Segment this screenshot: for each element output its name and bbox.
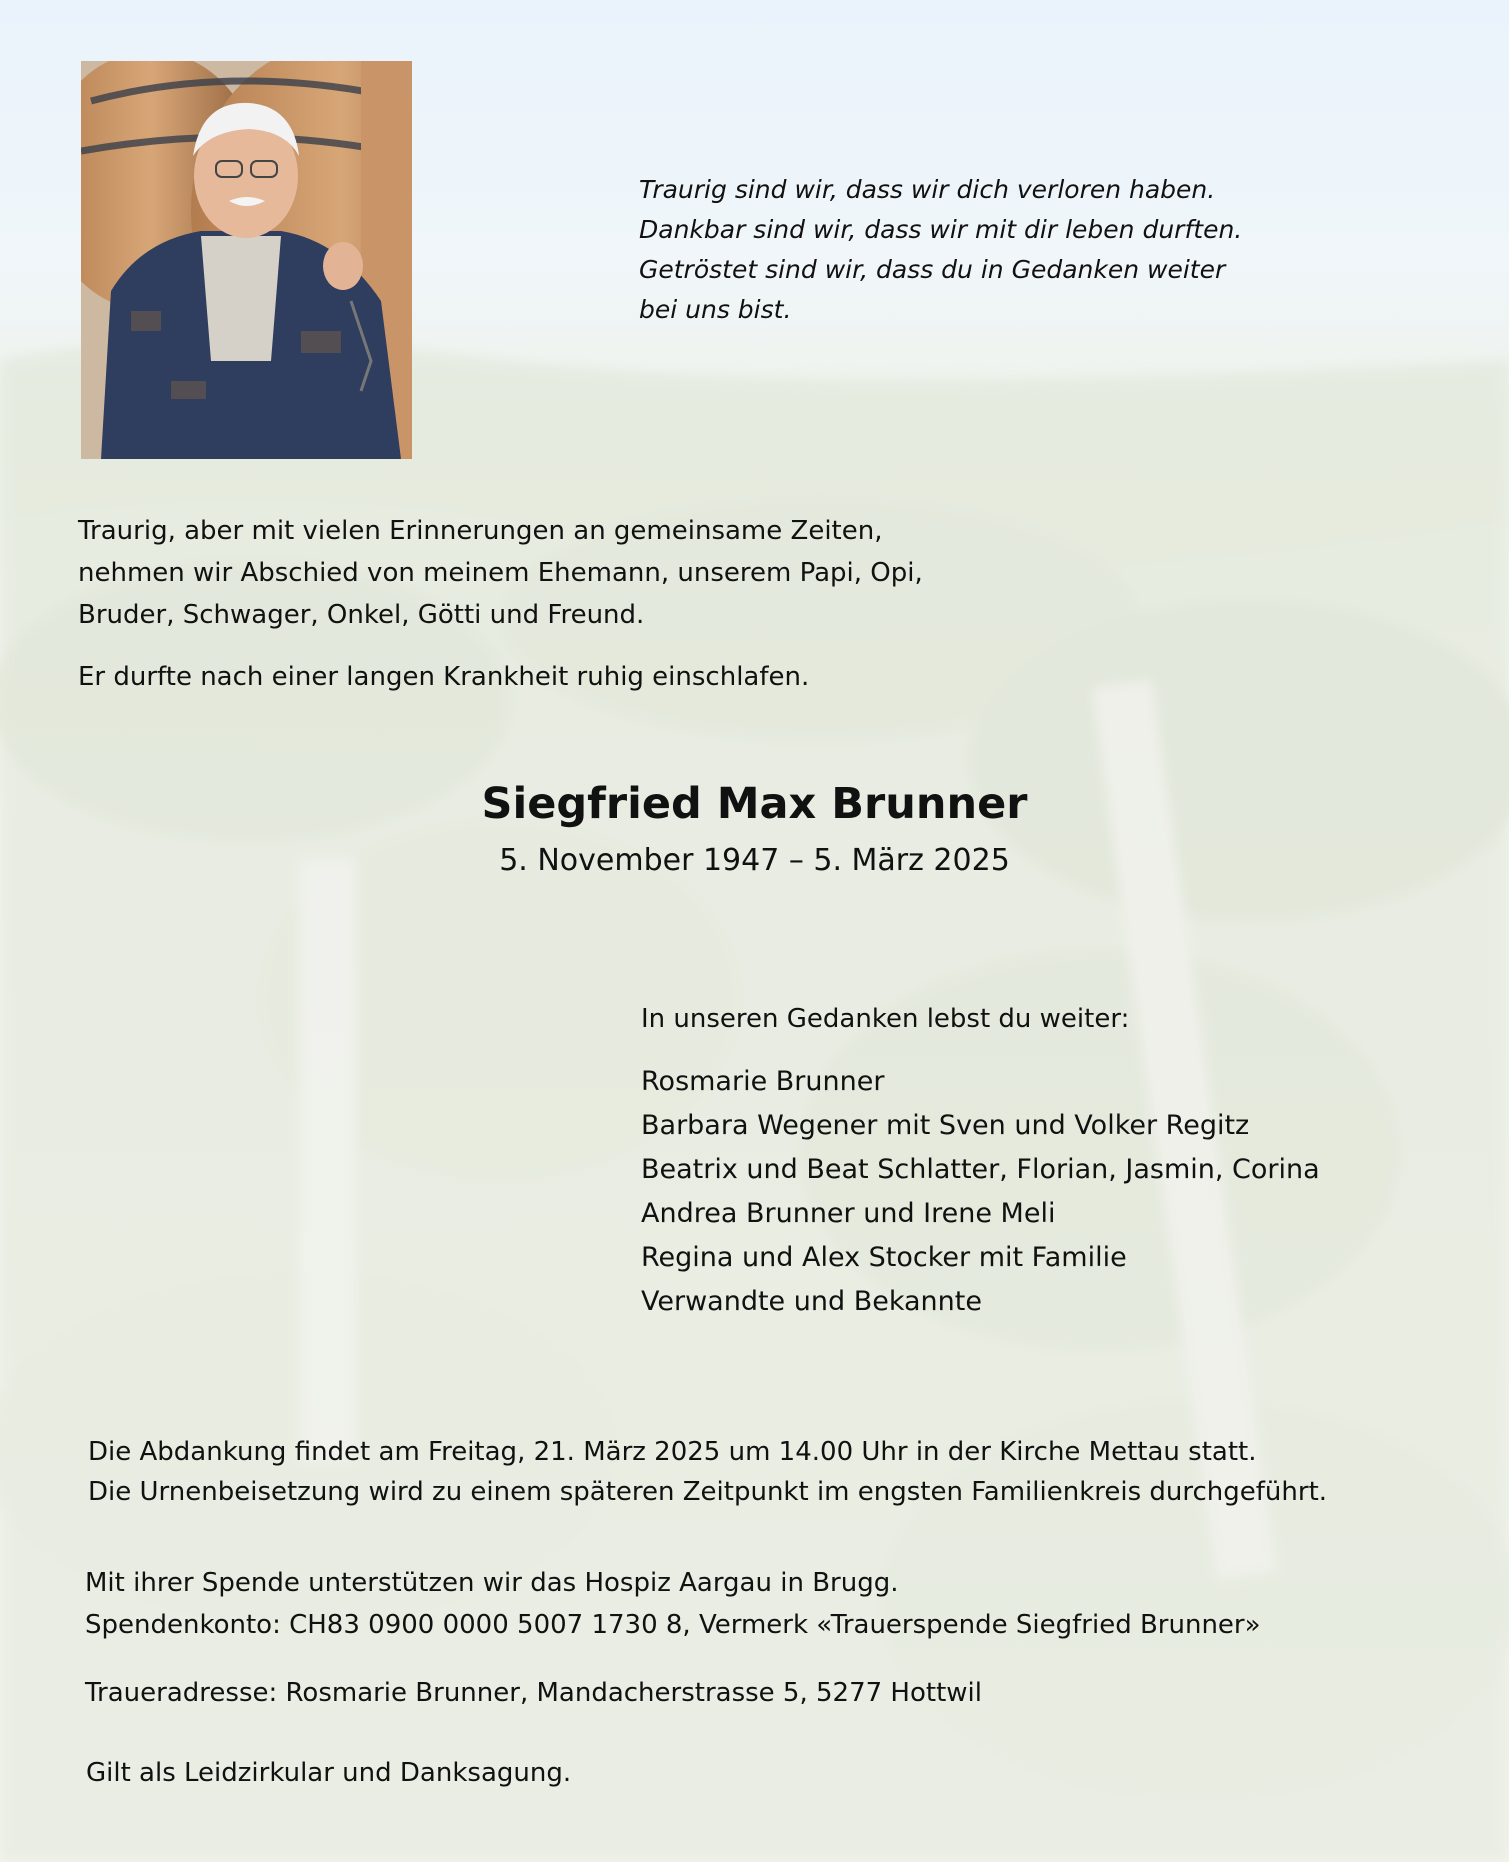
mourners-heading: In unseren Gedanken lebst du weiter: <box>641 1004 1130 1034</box>
ceremony-line: Die Urnenbeisetzung wird zu einem späteren Zeitpunkt im engsten Familienkreis durchgeführt. <box>88 1477 1328 1507</box>
deceased-name: Siegfried Max Brunner <box>481 779 1028 829</box>
donation-account: Spendenkonto: CH83 0900 0000 5007 1730 8, Vermerk «Trauerspende Siegfried Brunner» <box>85 1610 1261 1640</box>
mourner-name: Rosmarie Brunner <box>641 1066 885 1097</box>
donation-info <box>85 1562 1261 1646</box>
intro-line: Bruder, Schwager, Onkel, Götti und Freund. <box>78 600 645 630</box>
intro-text <box>78 510 923 636</box>
intro-line: nehmen wir Abschied von meinem Ehemann, unserem Papi, Opi, <box>78 558 923 588</box>
ceremony-info <box>88 1432 1327 1512</box>
mourner-name: Barbara Wegener mit Sven und Volker Regitz <box>641 1110 1250 1141</box>
motto-line: Dankbar sind wir, dass wir mit dir leben durften. <box>639 215 1243 244</box>
mourning-address: Traueradresse: Rosmarie Brunner, Mandacherstrasse 5, 5277 Hottwil <box>85 1678 982 1708</box>
ceremony-line: Die Abdankung findet am Freitag, 21. März 2025 um 14.00 Uhr in der Kirche Mettau statt. <box>88 1437 1257 1467</box>
intro-line: Traurig, aber mit vielen Erinnerungen an gemeinsame Zeiten, <box>78 516 883 546</box>
motto-line: Getröstet sind wir, dass du in Gedanken weiter <box>639 255 1226 284</box>
mourner-name: Regina und Alex Stocker mit Familie <box>641 1242 1127 1273</box>
closing-note: Gilt als Leidzirkular und Danksagung. <box>86 1758 572 1788</box>
life-dates: 5. November 1947 – 5. März 2025 <box>499 843 1010 878</box>
motto-line: Traurig sind wir, dass wir dich verloren haben. <box>639 175 1216 204</box>
mourner-name: Beatrix und Beat Schlatter, Florian, Jasmin, Corina <box>641 1154 1320 1185</box>
portrait-photo <box>81 61 412 459</box>
mourner-name: Verwandte und Bekannte <box>641 1286 982 1317</box>
passing-note: Er durfte nach einer langen Krankheit ruhig einschlafen. <box>78 662 810 692</box>
motto-line: bei uns bist. <box>639 295 792 324</box>
mourner-name: Andrea Brunner und Irene Meli <box>641 1198 1056 1229</box>
motto-verse <box>639 170 1242 330</box>
donation-line: Mit ihrer Spende unterstützen wir das Hospiz Aargau in Brugg. <box>85 1568 899 1598</box>
mourners-list <box>641 1060 1320 1324</box>
